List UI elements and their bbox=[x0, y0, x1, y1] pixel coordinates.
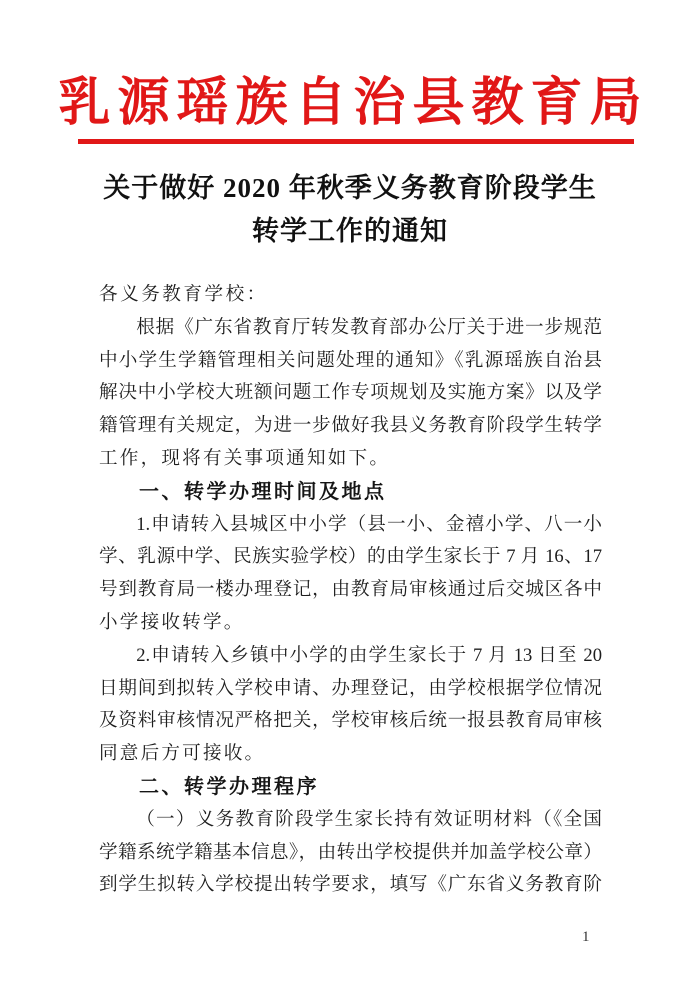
letterhead-agency-title: 乳源瑶族自治县教育局 bbox=[58, 75, 649, 132]
body-line: 二、转学办理程序 bbox=[139, 775, 319, 798]
letterhead-rule bbox=[78, 139, 634, 144]
document-title-line1: 关于做好 2020 年秋季义务教育阶段学生 bbox=[103, 173, 597, 203]
document-title-line2: 转学工作的通知 bbox=[252, 216, 448, 246]
body-line: 号到教育局一楼办理登记，由教育局审核通过后交城区各中 bbox=[99, 579, 602, 601]
body-line: 各义务教育学校： bbox=[99, 284, 268, 305]
body-line: 解决中小学校大班额问题工作专项规划及实施方案》以及学 bbox=[99, 382, 602, 404]
page-number: 1 bbox=[582, 929, 590, 945]
body-line: 同意后方可接收。 bbox=[99, 743, 266, 765]
body-line: 小学接收转学。 bbox=[99, 611, 245, 633]
body-line: 工作，现将有关事项通知如下。 bbox=[99, 447, 391, 469]
body-line: 一、转学办理时间及地点 bbox=[139, 480, 387, 503]
body-line: （一）义务教育阶段学生家长持有效证明材料（《全国 bbox=[136, 808, 602, 830]
body-line: 学、乳源中学、民族实验学校）的由学生家长于 7 月 16、17 bbox=[99, 546, 602, 568]
body-line: 学籍系统学籍基本信息》，由转出学校提供并加盖学校公章） bbox=[99, 841, 602, 863]
body-line: 到学生拟转入学校提出转学要求，填写《广东省义务教育阶 bbox=[99, 874, 602, 896]
body-line: 1.申请转入县城区中小学（县一小、金禧小学、八一小 bbox=[136, 513, 602, 535]
body-line: 籍管理有关规定，为进一步做好我县义务教育阶段学生转学 bbox=[99, 415, 602, 437]
body-line: 及资料审核情况严格把关，学校审核后统一报县教育局审核 bbox=[99, 710, 602, 732]
body-line: 日期间到拟转入学校申请、办理登记，由学校根据学位情况 bbox=[99, 677, 602, 699]
body-line: 2.申请转入乡镇中小学的由学生家长于 7 月 13 日至 20 bbox=[136, 644, 602, 666]
body-line: 根据《广东省教育厅转发教育部办公厅关于进一步规范 bbox=[136, 316, 602, 338]
body-line: 中小学生学籍管理相关问题处理的通知》《乳源瑶族自治县 bbox=[99, 349, 602, 371]
document-body bbox=[99, 279, 602, 902]
document-title bbox=[0, 167, 700, 253]
